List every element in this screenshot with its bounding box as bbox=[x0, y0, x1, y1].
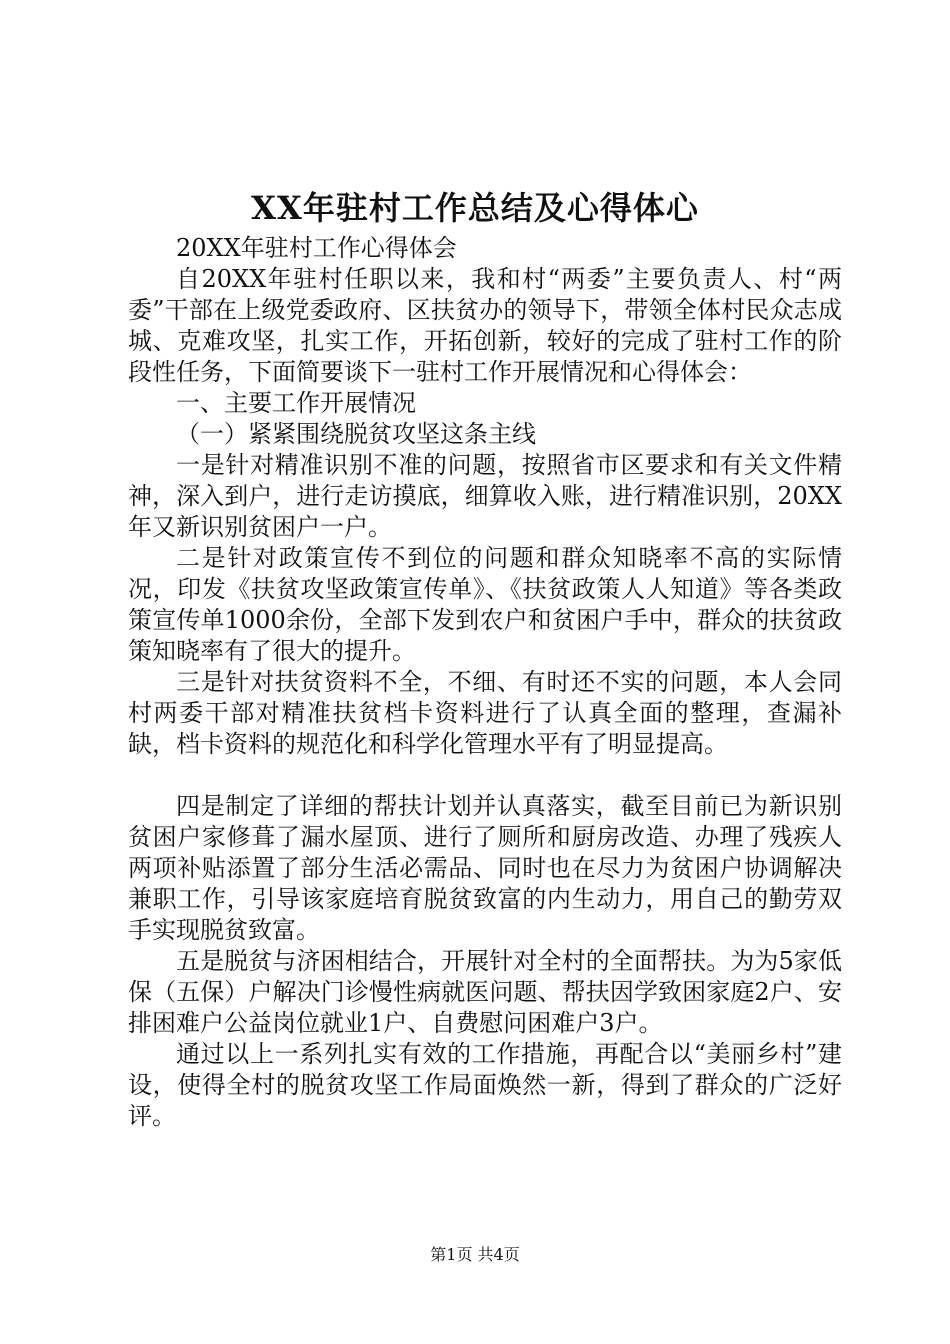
paragraph-item-4: 四是制定了详细的帮扶计划并认真落实，截至目前已为新识别贫困户家修葺了漏水屋顶、进行了厕所和厨房改造、办理了残疾人两项补贴添置了部分生活必需品、同时也在尽力为贫困户协调解决兼职工作，引导该家庭培育脱贫致富的内生动力，用自己的勤劳双手实现脱贫致富。 bbox=[128, 792, 842, 944]
paragraph-item-2: 二是针对政策宣传不到位的问题和群众知晓率不高的实际情况，印发《扶贫攻坚政策宣传单》、《扶贫政策人人知道》等各类政策宣传单1000余份，全部下发到农户和贫困户手中，群众的扶贫政策知晓率有了很大的提升。 bbox=[128, 544, 842, 665]
section-heading: 一、主要工作开展情况 bbox=[176, 389, 416, 417]
subsection-heading: （一）紧紧围绕脱贫攻坚这条主线 bbox=[176, 420, 536, 448]
paragraph-item-1: 一是针对精准识别不准的问题，按照省市区要求和有关文件精神，深入到户，进行走访摸底，细算收入账，进行精准识别，20XX年又新识别贫困户一户。 bbox=[128, 451, 842, 541]
page-number-footer: 第1页 共4页 bbox=[430, 1245, 520, 1264]
document-title: XX年驻村工作总结及心得体心 bbox=[251, 189, 699, 227]
paragraph-conclusion: 通过以上一系列扎实有效的工作措施，再配合以“美丽乡村”建设，使得全村的脱贫攻坚工作局面焕然一新，得到了群众的广泛好评。 bbox=[128, 1040, 842, 1130]
paragraph-intro: 自20XX年驻村任职以来，我和村“两委”主要负责人、村“两委”干部在上级党委政府、区扶贫办的领导下，带领全体村民众志成城、克难攻坚，扎实工作，开拓创新，较好的完成了驻村工作的阶段性任务，下面简要谈下一驻村工作开展情况和心得体会： bbox=[128, 265, 842, 386]
paragraph-item-3: 三是针对扶贫资料不全，不细、有时还不实的问题，本人会同村两委干部对精准扶贫档卡资料进行了认真全面的整理，查漏补缺，档卡资料的规范化和科学化管理水平有了明显提高。 bbox=[128, 668, 842, 758]
paragraph-subtitle: 20XX年驻村工作心得体会 bbox=[176, 234, 457, 262]
document-body bbox=[128, 233, 842, 1132]
paragraph-item-5: 五是脱贫与济困相结合，开展针对全村的全面帮扶。为为5家低保（五保）户解决门诊慢性病就医问题、帮扶因学致困家庭2户、安排困难户公益岗位就业1户、自费慰问困难户3户。 bbox=[128, 947, 842, 1037]
